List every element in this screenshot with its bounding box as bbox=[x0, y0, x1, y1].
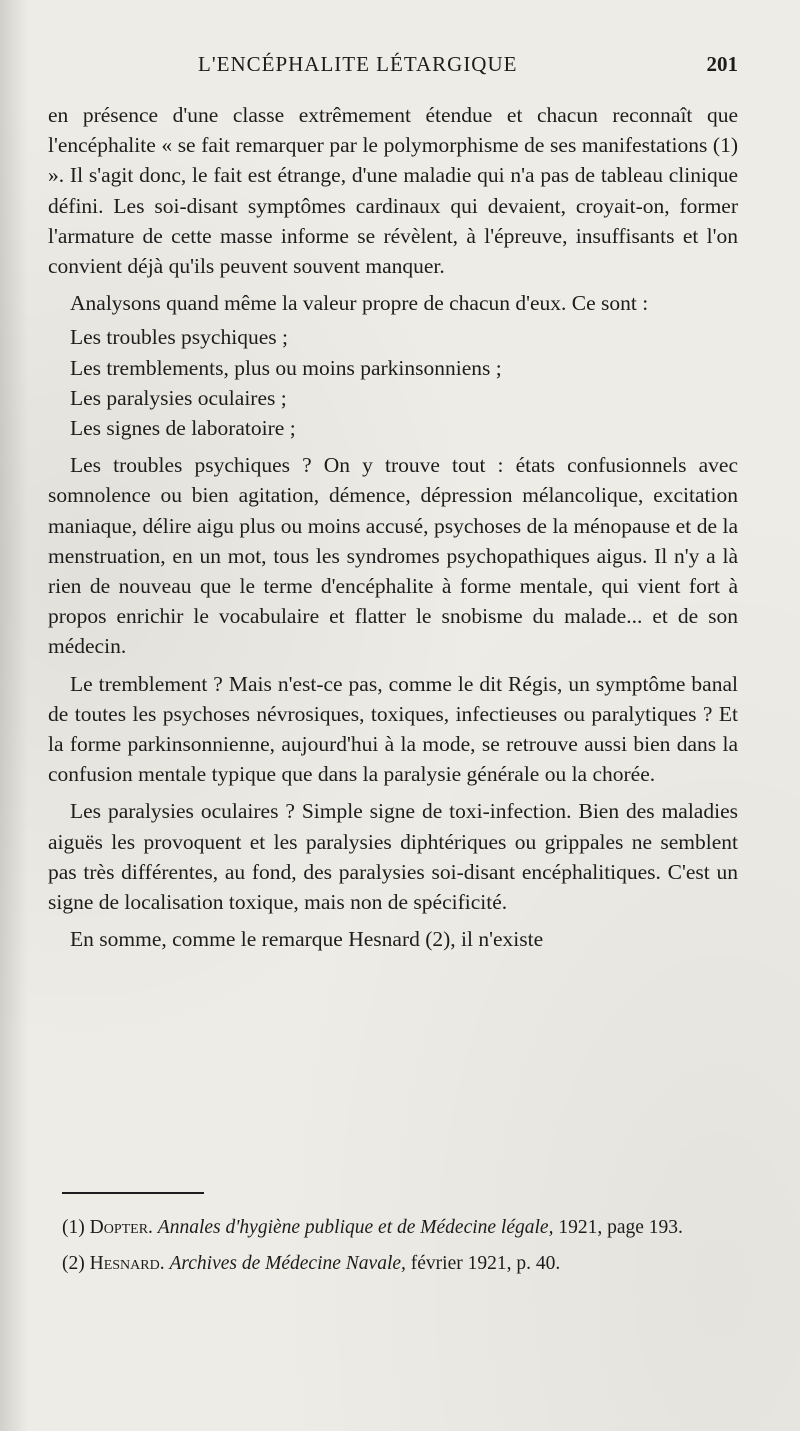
footnote-1-title: Annales d'hygiène publique et de Médecine légale, bbox=[157, 1217, 554, 1238]
page-header bbox=[48, 52, 738, 92]
footnote-1-author: Dopter. bbox=[89, 1217, 153, 1238]
body-text bbox=[48, 100, 738, 954]
footnote-rule bbox=[62, 1192, 204, 1194]
list-item: Les paralysies oculaires ; bbox=[70, 385, 287, 410]
footnote-2-rest: février 1921, p. 40. bbox=[410, 1253, 561, 1274]
paragraph-3: Les troubles psychiques ? On y trouve tout : états confusionnels avec somnolence ou bien agitation, démence, dépression mélancolique, excitation maniaque, délire aigu plus ou moins accusé, psychoses de la ménopause et de la menstruation, en un mot, tous les syndromes psychopathiques aigus. Il n'y a là rien de nouveau que le terme d'encéphalite à forme mentale, qui vient fort à propos enrichir le vocabulaire et flatter le snobisme du malade... et de son médecin. bbox=[48, 453, 738, 659]
page-gutter-shadow bbox=[0, 0, 28, 1431]
list-item: Les signes de laboratoire ; bbox=[70, 416, 296, 441]
paragraph-4: Le tremblement ? Mais n'est-ce pas, comme le dit Régis, un symptôme banal de toutes les psychoses névrosiques, toxiques, infectieuses ou paralytiques ? Et la forme parkinsonnienne, aujourd'hui à la mode, se retrouve aussi bien dans la confusion mentale typique que dans la paralysie générale ou la chorée. bbox=[48, 671, 738, 787]
footnote-1-rest: 1921, page 193. bbox=[558, 1217, 683, 1238]
paragraph-2: Analysons quand même la valeur propre de chacun d'eux. Ce sont : bbox=[70, 291, 649, 316]
running-head: L'ENCÉPHALITE LÉTARGIQUE bbox=[198, 52, 518, 76]
paragraph-1: en présence d'une classe extrêmement étendue et chacun reconnaît que l'encéphalite « se fait remarquer par le polymorphisme de ses manifestations (1) ». Il s'agit donc, le fait est étrange, d'une maladie qui n'a pas de tableau clinique défini. Les soi-disant symptômes cardinaux qui devaient, croyait-on, former l'armature de cette masse informe se révèlent, à l'épreuve, insuffisants et l'on convient déjà qu'ils peuvent souvent manquer. bbox=[48, 103, 738, 279]
footnote-2-marker: (2) bbox=[62, 1253, 85, 1274]
paragraph-5: Les paralysies oculaires ? Simple signe de toxi-infection. Bien des maladies aiguës les provoquent et les paralysies diphtériques ou grippales ne semblent pas très différentes, au fond, des paralysies soi-disant encéphalitiques. C'est un signe de localisation toxique, mais non de spécificité. bbox=[48, 799, 738, 915]
footnote-2 bbox=[62, 1250, 752, 1278]
list-item: Les tremblements, plus ou moins parkinsonniens ; bbox=[70, 355, 502, 380]
list-item: Les troubles psychiques ; bbox=[70, 325, 288, 350]
paragraph-6: En somme, comme le remarque Hesnard (2), il n'existe bbox=[70, 927, 544, 952]
footnote-1-marker: (1) bbox=[62, 1217, 85, 1238]
footnote-1 bbox=[62, 1214, 752, 1242]
footnote-2-title: Archives de Médecine Navale, bbox=[169, 1253, 406, 1274]
footnote-2-author: Hesnard. bbox=[89, 1253, 165, 1274]
symptom-list bbox=[48, 322, 738, 443]
footnotes bbox=[62, 1214, 752, 1278]
page-number: 201 bbox=[706, 52, 738, 76]
